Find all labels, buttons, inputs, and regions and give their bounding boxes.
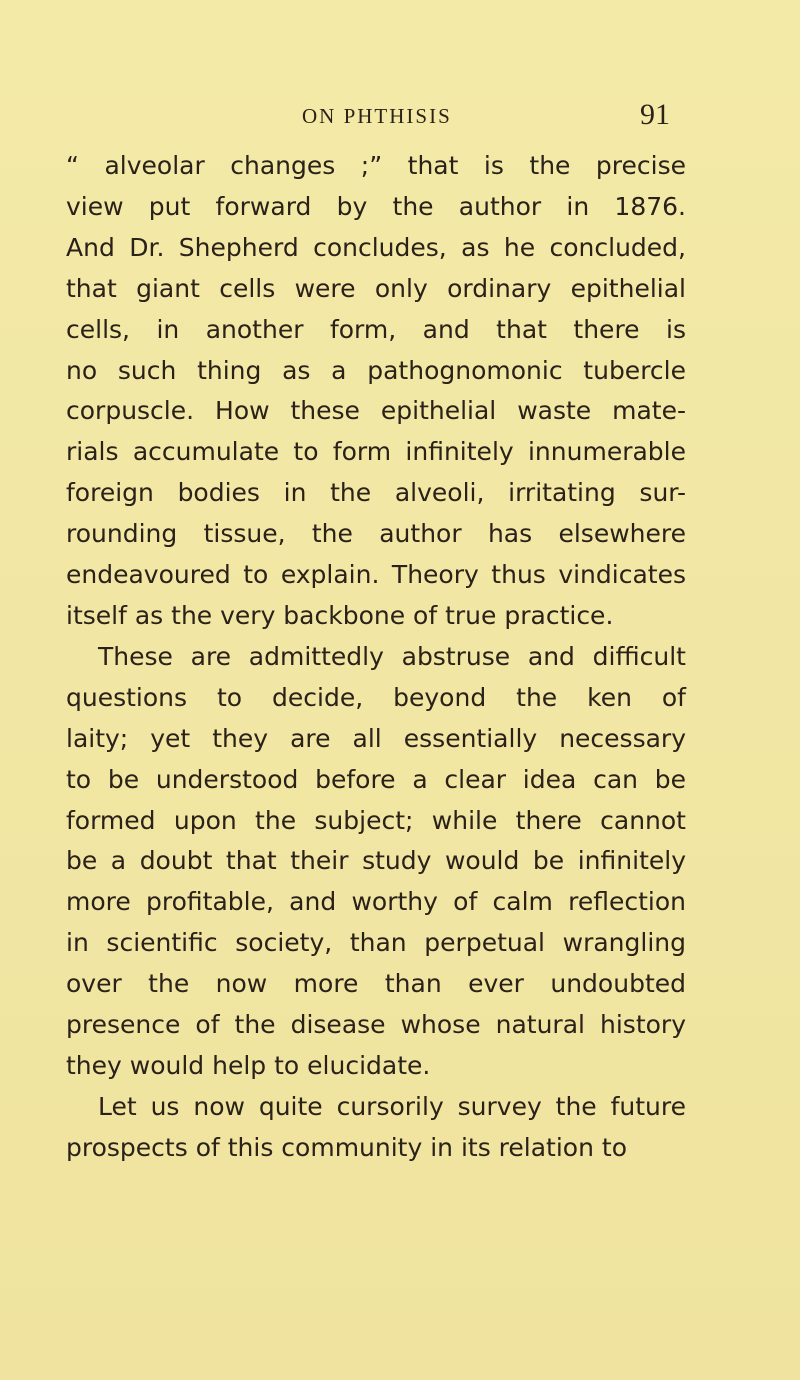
text-line: presence of the disease whose natural history (66, 1010, 686, 1040)
text-line: These are admittedly abstruse and difficult (98, 641, 686, 671)
text-line: “ alveolar changes ;” that is the precise (66, 151, 686, 180)
text-line: foreign bodies in the alveoli, irritating sur- (66, 478, 686, 508)
text-line: over the now more than ever undoubted (66, 969, 686, 999)
text-line: prospects of this community in its relation to (66, 1132, 627, 1162)
text-line: itself as the very backbone of true practice. (66, 600, 614, 630)
text-line: questions to decide, beyond the ken of (66, 682, 686, 712)
text-line: And Dr. Shepherd concludes, as he concluded, (66, 232, 686, 262)
text-line: they would help to elucidate. (66, 1050, 431, 1080)
text-line: no such thing as a pathognomonic tubercle (66, 355, 686, 385)
text-line: corpuscle. How these epithelial waste mate- (66, 396, 686, 426)
text-line: be a doubt that their study would be infinitely (66, 846, 686, 876)
text-line: view put forward by the author in 1876. (66, 191, 686, 221)
text-line: in scientific society, than perpetual wrangling (66, 928, 686, 958)
text-line: more profitable, and worthy of calm reflection (66, 887, 686, 917)
page-number: 91 (640, 98, 670, 131)
text-line: laity; yet they are all essentially necessary (66, 723, 686, 753)
body-text (66, 146, 686, 1169)
running-head: ON PHTHISIS (302, 104, 452, 128)
text-line: to be understood before a clear idea can be (66, 764, 686, 794)
text-line: Let us now quite cursorily survey the future (98, 1091, 686, 1121)
text-line: that giant cells were only ordinary epithelial (66, 273, 686, 303)
text-line: endeavoured to explain. Theory thus vindicates (66, 560, 686, 590)
page-header (0, 98, 800, 138)
text-line: formed upon the subject; while there cannot (66, 805, 686, 835)
text-line: rials accumulate to form infinitely innumerable (66, 437, 686, 467)
text-line: rounding tissue, the author has elsewhere (66, 519, 686, 549)
text-line: cells, in another form, and that there is (66, 314, 686, 344)
